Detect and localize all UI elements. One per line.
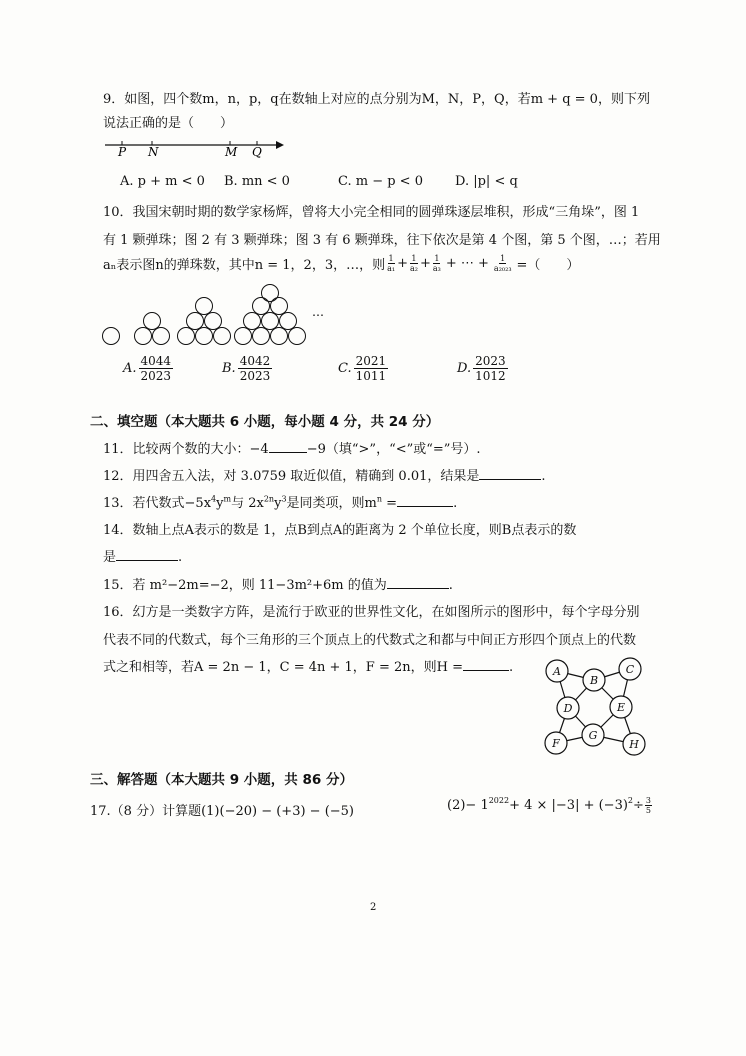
plus-sign: + [397,256,408,271]
axis-label-m: M [225,145,238,159]
q16-line2: 代表不同的代数式，每个三角形的三个顶点上的代数式之和都与中间正方形四个顶点上的代数 [103,633,637,648]
answer-blank [116,549,178,561]
q9-stem-line1: 9．如图，四个数m，n，p，q在数轴上对应的点分别为M，N，P，Q，若m + q = 0，则下列 [103,92,650,107]
sum-term-1: 1 a₁ [387,254,396,273]
q10-stem-line3-text: aₙ表示图n的弹珠数，其中n = 1，2，3，…，则 [103,258,386,273]
answer-blank [463,659,509,671]
q10-stem-line1: 10．我国宋朝时期的数学家杨辉，曾将大小完全相同的圆弹珠逐层堆积，形成“三角垛”，图 1 [103,205,640,220]
magic-figure [538,655,658,761]
sum-ellipsis: + ⋯ + [445,256,489,271]
answer-blank [479,468,541,480]
sum-term-3: $\frac{1}{\text{a₃}}$ [432,254,441,273]
q9-option-a: A. p + m < 0 [120,174,205,189]
section-heading-solve: 三、解答题（本大题共 9 小题，共 86 分） [90,772,353,788]
q15: 15．若 m²−2m=−2，则 11−3m²+6m 的值为 . [103,578,453,593]
axis-label-n: N [148,145,159,159]
section-heading-fill-in: 二、填空题（本大题共 6 小题，每小题 4 分，共 24 分） [90,414,440,430]
number-line-figure [100,133,290,159]
q9-stem-line2: 说法正确的是（ ） [103,116,234,131]
answer-blank [397,495,453,507]
q14-line2: 是 . [103,550,183,565]
node-c-label: C [625,663,635,676]
plus-sign: + [419,256,431,271]
fraction-three-fifths: $\frac{3}{5}$ [645,796,652,815]
node-b-label: B [589,674,599,687]
sum-term-2: $\frac{1}{\text{a₂}}$ [409,254,418,273]
q17-part1: 17.（8 分）计算题(1)(−20) − (+3) − (−5) [90,804,354,819]
q10-tail: =（ ） [516,258,580,273]
q10-stem-line2: 有 1 颗弹珠；图 2 有 3 颗弹珠；图 3 有 6 颗弹珠，往下依次是第 4 个图，第 5 个图，…；若用 [103,233,661,248]
q17-part2: (2)− 1 $^{2022}$ + 4 × |−3| + (−3) $^2$ ÷ $\frac{3}{5}$ [447,796,652,815]
sum-term-last: $\frac{1}{\text{a₂₀₂₃}}$ [493,254,512,273]
q9-option-b: B. mn < 0 [224,174,290,189]
answer-blank [269,441,307,453]
figures-ellipsis: … [312,305,324,319]
node-a-label: A [553,665,561,678]
q10-option-a: A. $\frac{4044}{2023}$ [123,354,172,383]
q16-line3: 式之和相等，若A = 2n − 1，C = 4n + 1，F = 2n，则H = . [103,660,514,675]
node-e-label: E [616,701,626,714]
marble-triangle-figures [98,284,338,346]
node-f-label: F [552,737,560,750]
q10-option-b: B. $\frac{4042}{2023}$ [222,354,271,383]
q16-line1: 16．幻方是一类数字方阵，是流行于欧亚的世界性文化，在如图所示的图形中，每个字母分别 [103,605,640,620]
node-d-label: D [563,702,573,715]
q9-option-d: D. |p| < q [455,174,518,189]
q10-option-c: C. $\frac{2021}{1011}$ [338,354,387,383]
q9-option-c: C. m − p < 0 [338,174,423,189]
marble-fig1 [103,328,120,345]
q11: 11．比较两个数的大小：−4 −9（填“>”，“<”或“=”号）. [103,442,481,457]
answer-blank [387,577,449,589]
q10-option-d: D. $\frac{2023}{1012}$ [457,354,506,383]
q14-line1: 14．数轴上点A表示的数是 1，点B到点A的距离为 2 个单位长度，则B点表示的数 [103,523,577,538]
page-number: 2 [370,902,377,913]
q12: 12．用四舍五入法，对 3.0759 取近似值，精确到 0.01，结果是 . [103,469,546,484]
axis-label-p: P [118,145,127,159]
node-h-label: H [629,738,639,751]
q10-stem-line3 [103,254,579,273]
node-g-label: G [588,729,598,742]
q13: 13．若代数式$-5x^4y^m$与 $2x^{2n}y^3$是同类项，则$m^n$ = . [103,494,458,511]
axis-label-q: Q [252,145,262,159]
